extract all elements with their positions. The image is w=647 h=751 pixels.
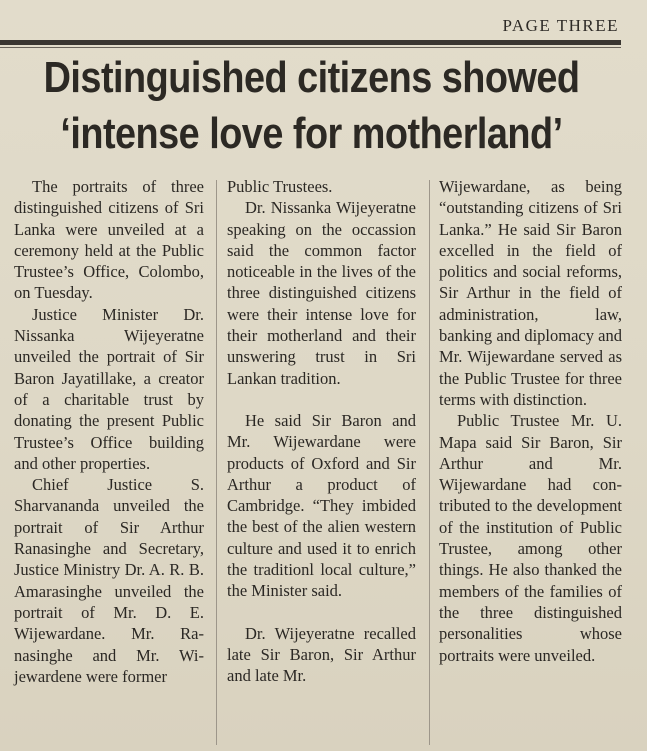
paragraph: Chief Justice S. Sharvananda unveiled the portrait of Sir Arthur Ranasinghe and Secretary, Justice Ministry Dr. A. R. B. Amarasinghe unveiled the portrait of Mr. D. E. Wijewardane. Mr. Ranasinghe and Mr. Wijewardene were former (14, 475, 204, 686)
paragraph: The portraits of three distinguished citizens of Sri Lanka were unveiled at a ceremony held at the Public Trustee’s Office, Colombo, on Tuesday. (14, 177, 204, 303)
paragraph: Public Trustees. (227, 177, 333, 196)
paragraph: Dr. Nissanka Wijeyeratne speaking on the occassion said the common factor noticeable in the lives of the three distinguished citizens were their intense love for their motherland and their unswering trust in Sri Lankan tradition. (227, 198, 416, 388)
article-body (0, 176, 623, 751)
headline-line-2: ‘intense love for motherland’ (60, 109, 563, 158)
header-rule (0, 40, 621, 45)
headline-line-1: Distinguished citizens showed (43, 53, 580, 102)
article-column-2 (227, 176, 416, 687)
headline (44, 50, 580, 162)
article-column-3 (439, 176, 622, 666)
header-rule-thin (0, 47, 621, 48)
article-column-1 (14, 176, 204, 687)
paragraph: He said Sir Baron and Mr. Wijewardane were products of Oxford and Sir Arthur a product of Cambridge. “They imbided the best of the alien western culture and used it to enrich the traditionl local culture,” the Minister said. (227, 410, 416, 601)
page-label: PAGE THREE (502, 16, 619, 35)
paragraph: Public Trustee Mr. U. Mapa said Sir Baron, Sir Arthur and Mr. Wijewardane had contributed to the development of the institution of Public Trustee, among other things. He also thanked the members of the families of the three distinguished personalities whose portraits were unveiled. (439, 411, 622, 665)
paragraph: Justice Minister Dr. Nissanka Wijeyeratne unveiled the portrait of Sir Baron Jayatillake, a creator of a charitable trust by donating the present Public Trustee’s Office building and other properties. (14, 304, 204, 473)
paragraph: Dr. Wijeyeratne recalled late Sir Baron, Sir Arthur and late Mr. (227, 623, 416, 686)
paragraph: Wijewardane, as being “outstanding citizens of Sri Lanka.” He said Sir Baron excelled in the field of politics and social reforms, Sir Arthur in the field of administration, law, banking and diplomacy and Mr. Wijewardane served as the Public Trustee for three terms with distinction. (439, 177, 622, 409)
